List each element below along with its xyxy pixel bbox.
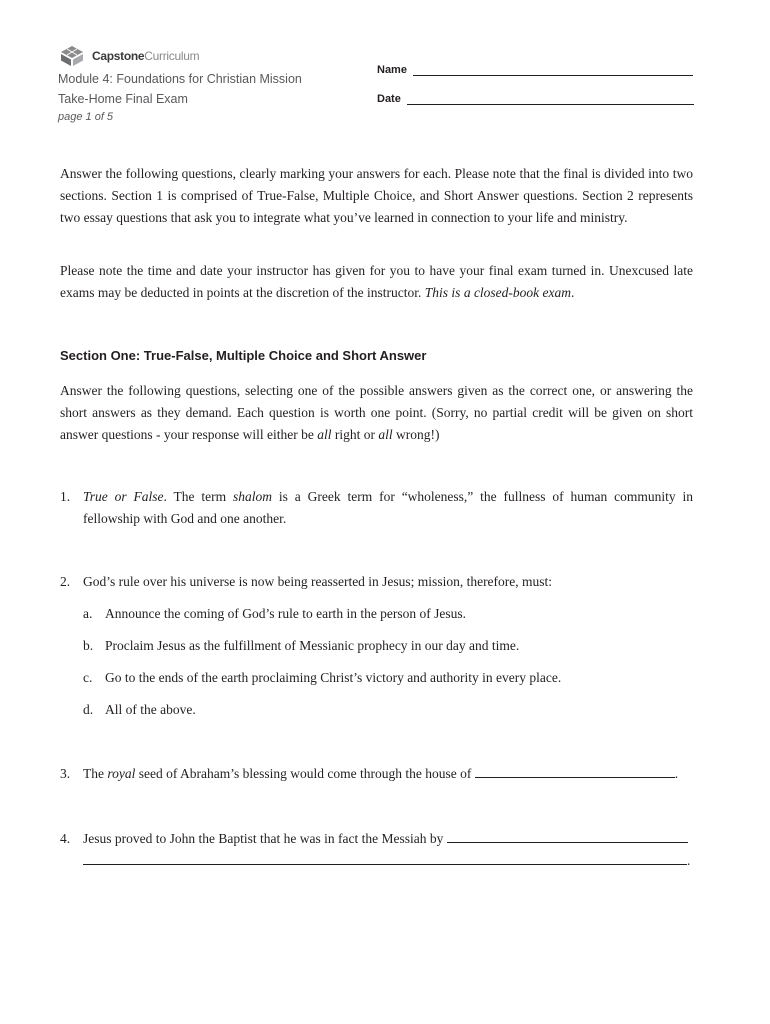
intro-paragraph-2 bbox=[60, 260, 693, 304]
name-field[interactable] bbox=[377, 64, 693, 76]
closed-book-note: This is a closed-book exam bbox=[424, 285, 572, 300]
question-3-answer-blank[interactable] bbox=[475, 765, 675, 778]
page-indicator: page 1 of 5 bbox=[58, 111, 114, 123]
question-1-part-a: . The term bbox=[163, 489, 233, 504]
option-a-text: Announce the coming of God’s rule to earth in the person of Jesus. bbox=[105, 606, 467, 621]
section-one-instructions bbox=[60, 380, 693, 446]
instr-part-c: wrong!) bbox=[392, 427, 440, 442]
instr-part-b: right or bbox=[331, 427, 379, 442]
question-4-answer-blank-1[interactable] bbox=[447, 830, 688, 843]
option-a-letter: a. bbox=[83, 606, 93, 621]
brand-name bbox=[92, 49, 199, 63]
capstone-logo bbox=[58, 44, 199, 68]
question-3-part-b: seed of Abraham’s blessing would come through the house of bbox=[135, 766, 475, 781]
question-3-text bbox=[83, 763, 693, 785]
question-1-text bbox=[83, 486, 693, 530]
brand-name-bold: Capstone bbox=[92, 49, 145, 63]
question-2-option-b[interactable] bbox=[83, 635, 519, 657]
date-line[interactable] bbox=[407, 94, 694, 105]
brand-name-light: Curriculum bbox=[144, 49, 200, 63]
question-2-option-d[interactable] bbox=[83, 699, 196, 721]
question-1-term: shalom bbox=[232, 489, 272, 504]
option-c-text: Go to the ends of the earth proclaiming Christ’s victory and authority in every place. bbox=[105, 670, 562, 685]
question-3-royal: royal bbox=[107, 766, 136, 781]
question-1 bbox=[60, 486, 693, 530]
question-4-prompt: Jesus proved to John the Baptist that he was in fact the Messiah by bbox=[83, 831, 447, 846]
exam-title: Take-Home Final Exam bbox=[58, 92, 188, 106]
question-3-number: 3. bbox=[60, 766, 71, 781]
question-3 bbox=[60, 763, 693, 785]
option-d-letter: d. bbox=[83, 702, 94, 717]
question-3-end: . bbox=[674, 766, 679, 781]
date-field[interactable] bbox=[377, 93, 694, 105]
option-d-text: All of the above. bbox=[105, 702, 196, 717]
question-2-text: God’s rule over his universe is now being reasserted in Jesus; mission, therefore, must: bbox=[83, 574, 553, 589]
intro-paragraph-1: Answer the following questions, clearly marking your answers for each. Please note that the final is divided into two sections. Section 1 is comprised of True-False, Multiple Choice, and Short Answer questions. Section 2 represents two essay questions that ask you to integrate what you’ve learned in connection to your life and ministry. bbox=[60, 166, 693, 225]
instr-part-a: Answer the following questions, selecting one of the possible answers given as the correct one, or answering the short answers as they demand. Each question is worth one point. (Sorry, no partial credit will be given on short answer questions - your response will either be bbox=[60, 383, 693, 442]
question-2-option-a[interactable] bbox=[83, 603, 466, 625]
question-4-number: 4. bbox=[60, 831, 71, 846]
name-label: Name bbox=[377, 64, 407, 76]
question-2-option-c[interactable] bbox=[83, 667, 561, 689]
option-c-letter: c. bbox=[83, 670, 93, 685]
intro-p2-end: . bbox=[571, 285, 575, 300]
question-3-part-a: The bbox=[83, 766, 108, 781]
question-2 bbox=[60, 571, 693, 593]
section-one-heading: Section One: True-False, Multiple Choice and Short Answer bbox=[60, 348, 427, 363]
question-1-lead: True or False bbox=[83, 489, 164, 504]
name-line[interactable] bbox=[413, 65, 693, 76]
option-b-letter: b. bbox=[83, 638, 94, 653]
question-4 bbox=[60, 828, 693, 872]
date-label: Date bbox=[377, 93, 401, 105]
question-1-part-b: is a Greek term for “wholeness,” the fullness of human community in fellowship with God and one another. bbox=[83, 489, 693, 526]
instr-all-2: all bbox=[378, 427, 393, 442]
module-title: Module 4: Foundations for Christian Mission bbox=[58, 72, 302, 86]
instr-all-1: all bbox=[317, 427, 332, 442]
intro-p2-main: Please note the time and date your instructor has given for you to have your final exam turned in. Unexcused late exams may be deducted in points at the discretion of the instructor. bbox=[60, 263, 693, 300]
question-4-text bbox=[83, 828, 693, 872]
question-4-end: . bbox=[687, 853, 691, 868]
question-1-number: 1. bbox=[60, 489, 71, 504]
option-b-text: Proclaim Jesus as the fulfillment of Messianic prophecy in our day and time. bbox=[105, 638, 520, 653]
question-4-answer-blank-2[interactable] bbox=[83, 852, 687, 865]
question-2-number: 2. bbox=[60, 574, 71, 589]
capstone-logo-icon bbox=[58, 44, 86, 68]
